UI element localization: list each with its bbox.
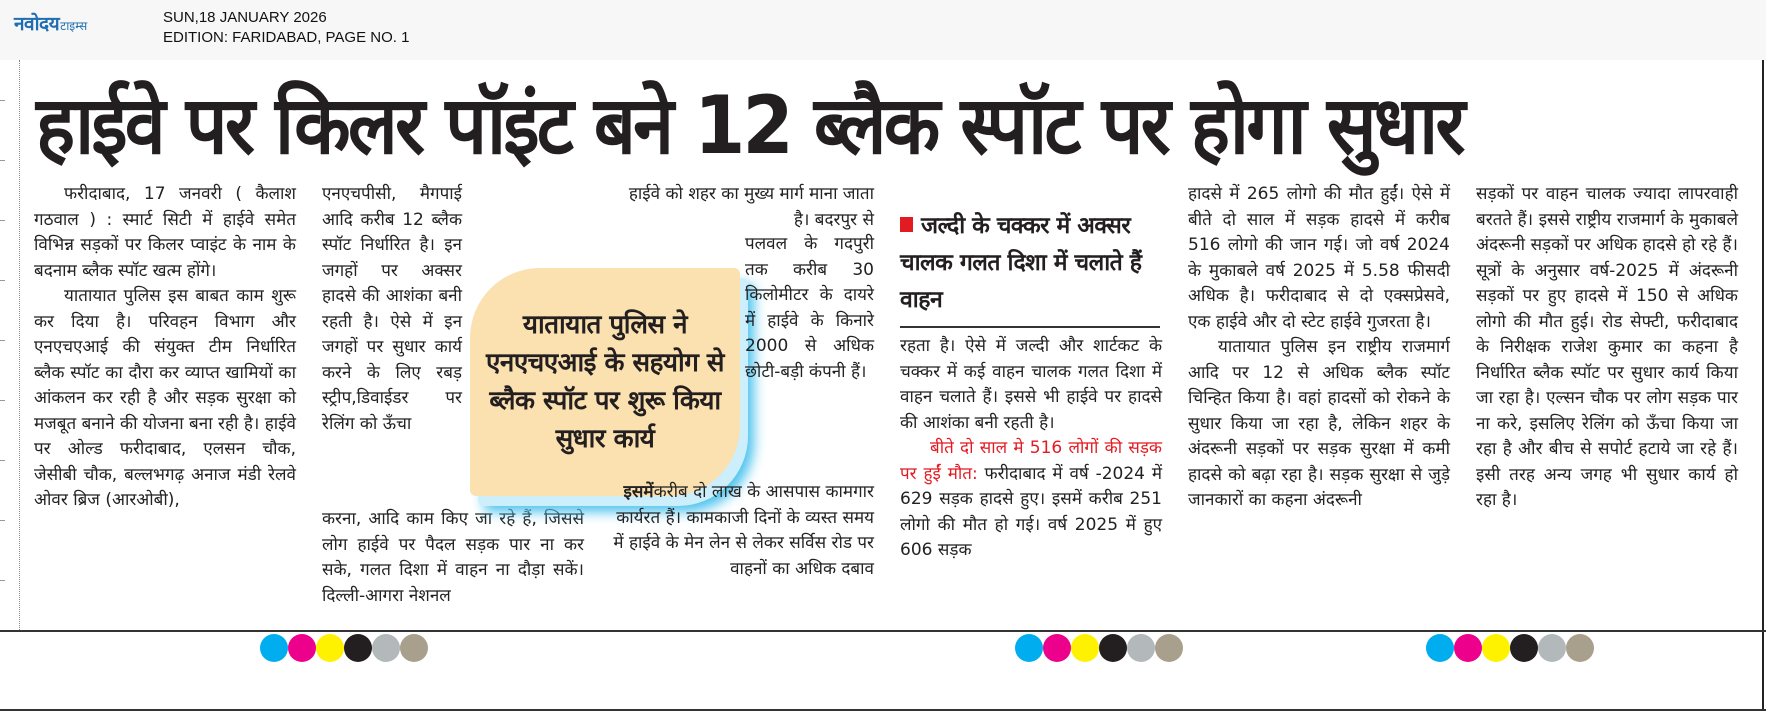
newspaper-logo[interactable] xyxy=(14,10,87,34)
pull-quote-text: यातायात पुलिस ने एनएचएआई के सहयोग से ब्लैक स्पॉट पर शुरू किया सुधार कार्य xyxy=(486,310,724,454)
subheading-rule xyxy=(900,326,1160,328)
grey-dot-icon xyxy=(1127,634,1155,662)
paragraph-text: फरीदाबाद में वर्ष -2024 में 629 सड़क हादसे हुए। इसमें करीब 251 लोगो की मौत हो गई। वर्ष 2025 में हुए 606 सड़क xyxy=(900,463,1162,560)
margin-ticks xyxy=(0,60,6,630)
registration-marks xyxy=(1015,634,1183,662)
paragraph-text: एनएचपीसी, मैगपाई आदि करीब 12 ब्लैक स्पॉट निर्धारित है। इन जगहों पर अक्सर हादसे की आशंका बनी रहती है। ऐसे में इन जगहों पर सुधार कार्य करने के लिए रबड़ स्ट्रीप,डिवाईडर पर रेलिंग को ऊँचा xyxy=(322,184,462,434)
magenta-dot-icon xyxy=(1454,634,1482,662)
cyan-dot-icon xyxy=(1015,634,1043,662)
black-dot-icon xyxy=(1510,634,1538,662)
article-column-3 xyxy=(612,182,874,233)
black-dot-icon xyxy=(344,634,372,662)
right-border xyxy=(1762,60,1764,711)
paragraph: हाईवे को शहर का मुख्य मार्ग माना जाता है। बदरपुर से xyxy=(628,184,874,230)
paragraph: यातायात पुलिस इन राष्ट्रीय राजमार्ग आदि पर 12 से अधिक ब्लैक स्पॉट चिन्हित किया है। वहां हादसों को रोकने के सुधार किया जा रहा है, लेकिन शहर के अंदरूनी सड़कों पर सड़क सुरक्षा में कमी हादसे को बढ़ा रहा है। सड़क सुरक्षा से जुड़े जानकारों का कहना अंदरूनी xyxy=(1188,337,1450,510)
pull-quote-box xyxy=(470,268,740,496)
article-column-3-lower xyxy=(612,480,874,582)
logo-sub-text: टाइम्स xyxy=(60,19,88,33)
logo-main-text: नवोदय xyxy=(14,13,60,35)
article-column-2-lower xyxy=(322,507,584,609)
paragraph: रहता है। ऐसे में जल्दी और शार्टकट के चक्कर में कई वाहन चालक गलत दिशा में वाहन चलाते हैं। इससे भी हाईवे पर हादसे की आशंका बनी रहती है। xyxy=(900,336,1162,433)
bottom-rule xyxy=(0,630,1766,632)
registration-marks xyxy=(1426,634,1594,662)
magenta-dot-icon xyxy=(1043,634,1071,662)
paragraph xyxy=(612,480,874,582)
paragraph-text: करीब दो लाख के आसपास कामगार कार्यरत हैं। कामकाजी दिनों के व्यस्त समय में हाईवे के मेन लेन से लेकर सर्विस रोड पर वाहनों का अधिक दबाव xyxy=(613,482,874,579)
paragraph: पलवल के गदपुरी तक करीब 30 किलोमीटर के दायरे में हाईवे के किनारे 2000 से अधिक छोटी-बड़ी कंपनी हैं। xyxy=(745,234,874,382)
yellow-dot-icon xyxy=(316,634,344,662)
article-column-6 xyxy=(1476,182,1738,514)
paragraph: हादसे में 265 लोगो की मौत हुईं। ऐसे में बीते दो साल में सड़क हादसे में करीब 516 लोगो की जान गई। जो वर्ष 2024 के मुकाबले वर्ष 2025 में 5.58 फीसदी अधिक है। फरीदाबाद से दो एक्सप्रेसवे, एक हाईवे और दो स्टेट हाईवे गुजरता है। xyxy=(1188,184,1450,332)
cyan-dot-icon xyxy=(1426,634,1454,662)
red-square-bullet-icon xyxy=(900,217,913,232)
magenta-dot-icon xyxy=(288,634,316,662)
paragraph: फरीदाबाद, 17 जनवरी ( कैलाश गठवाल ) : स्मार्ट सिटी में हाईवे समेत विभिन्न सड़कों पर किलर प्वाइंट के नाम के बदनाम ब्लैक स्पॉट खत्म होंगे। xyxy=(34,184,296,281)
red-subheading: बीते दो साल मे 516 लोगों की सड़क पर हुईं मौत: xyxy=(900,438,1162,484)
column-dotted-rule xyxy=(19,60,21,630)
subheading-text: जल्दी के चक्कर में अक्सर चालक गलत दिशा में चलाते हैं वाहन xyxy=(900,213,1142,313)
tan-dot-icon xyxy=(1566,634,1594,662)
cyan-dot-icon xyxy=(260,634,288,662)
article-column-4 xyxy=(900,334,1162,564)
tan-dot-icon xyxy=(1155,634,1183,662)
grey-dot-icon xyxy=(1538,634,1566,662)
paragraph xyxy=(900,436,1162,564)
article-column-3-narrow xyxy=(745,232,874,385)
yellow-dot-icon xyxy=(1482,634,1510,662)
paragraph: यातायात पुलिस इस बाबत काम शुरू कर दिया है। परिवहन विभाग और एनएचएआई की संयुक्त टीम निर्धारित ब्लैक स्पॉट का दौरा कर व्याप्त खामियों का आंकलन कर रही है और सड़क सुरक्षा को मजबूत बनाने की योजना बना रही है। हाईवे पर ओल्ड फरीदाबाद, एलसन चौक, जेसीबी चौक, बल्लभगढ़ अनाज मंडी रेलवे ओवर ब्रिज (आरओबी), xyxy=(34,286,296,510)
edition-meta xyxy=(163,8,409,48)
tan-dot-icon xyxy=(400,634,428,662)
edition-page: EDITION: FARIDABAD, PAGE NO. 1 xyxy=(163,29,410,46)
newspaper-clipping xyxy=(0,60,1766,711)
subheading xyxy=(900,208,1160,319)
edition-header xyxy=(0,0,1766,60)
grey-dot-icon xyxy=(372,634,400,662)
black-dot-icon xyxy=(1099,634,1127,662)
bold-lead: इसमें xyxy=(623,482,654,502)
edition-date: SUN,18 JANUARY 2026 xyxy=(163,9,327,26)
headline: हाईवे पर किलर पॉइंट बने 12 ब्लैक स्पॉट पर होगा सुधार xyxy=(36,79,1463,172)
article-column-5 xyxy=(1188,182,1450,514)
paragraph: करना, आदि काम किए जा रहे हैं, जिससे लोग हाईवे पर पैदल सड़क पार ना कर सके, गलत दिशा में वाहन ना दौड़ा सकें। दिल्ली-आगरा नेशनल xyxy=(322,509,584,606)
registration-marks xyxy=(260,634,428,662)
article-column-1 xyxy=(34,182,296,514)
paragraph: सड़कों पर वाहन चालक ज्यादा लापरवाही बरतते हैं। इससे राष्ट्रीय राजमार्ग के मुकाबले अंदरूनी सड़कों पर अधिक हादसे हो रहे हैं। सूत्रों के अनुसार वर्ष-2025 में अंदरूनी सड़कों पर हुए हादसे में 150 से अधिक लोगो की मौत हुई। रोड सेफ्टी, फरीदाबाद के निरीक्षक राजेश कुमार का कहना है निर्धारित ब्लैक स्पॉट पर सुधार कार्य किया जा रहा है। एल्सन चौक पर लोग सड़क पार ना करे, इसलिए रेलिंग को ऊँचा किया जा रहा है और बीच से सपोर्ट हटाये जा रहे हैं। इसी तरह अन्य जगह भी सुधार कार्य हो रहा है। xyxy=(1476,184,1738,510)
yellow-dot-icon xyxy=(1071,634,1099,662)
